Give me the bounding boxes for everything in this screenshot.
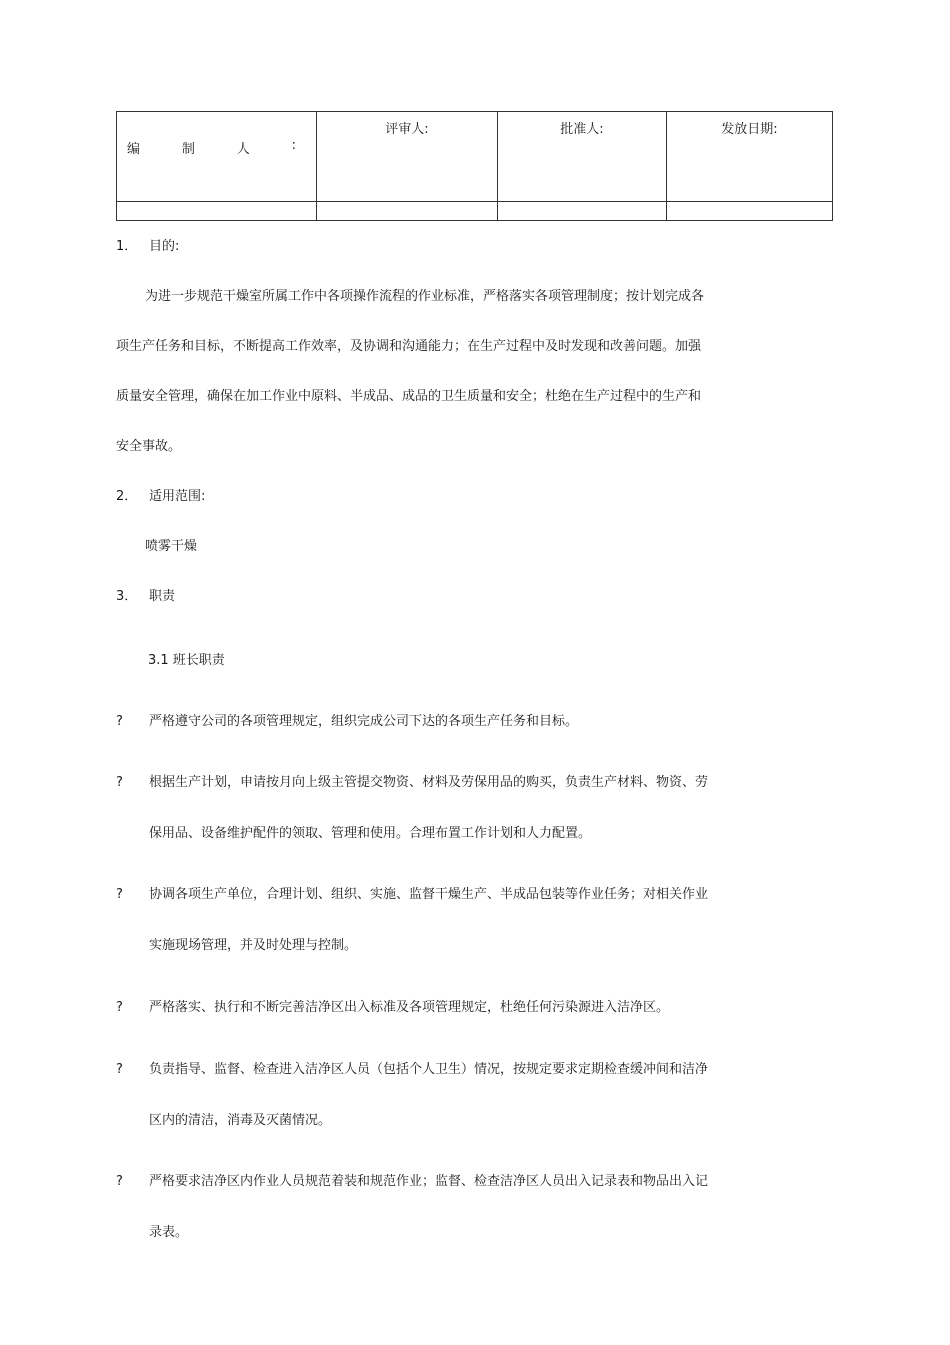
reviewer-value-cell [317, 202, 498, 221]
compiler-value-cell [117, 202, 317, 221]
duty-line: 保用品、设备维护配件的领取、管理和使用。合理布置工作计划和人力配置。 [149, 826, 592, 841]
purpose-line: 项生产任务和目标，不断提高工作效率，及协调和沟通能力；在生产过程中及时发现和改善问题。加强 [116, 339, 702, 354]
duty-line: 严格要求洁净区内作业人员规范着装和规范作业；监督、检查洁净区人员出入记录表和物品出入记 [149, 1174, 709, 1189]
section-3-title: 职责 [149, 589, 176, 604]
compiler-char: 编 [127, 142, 141, 157]
section-3-number: 3． [116, 589, 138, 604]
purpose-line: 质量安全管理，确保在加工作业中原料、半成品、成品的卫生质量和安全；杜绝在生产过程中的生产和 [116, 389, 702, 404]
bullet-marker: ? [116, 1062, 123, 1077]
purpose-line: 安全事故。 [116, 439, 182, 454]
approver-label: 批准人: [560, 122, 604, 137]
compiler-char: 制 [181, 142, 195, 157]
duty-line: 实施现场管理，并及时处理与控制。 [149, 938, 358, 953]
approver-cell [498, 112, 667, 202]
compiler-char: 人 [236, 142, 250, 157]
purpose-line: 为进一步规范干燥室所属工作中各项操作流程的作业标准，严格落实各项管理制度；按计划完成各 [145, 289, 705, 304]
duty-line: 严格遵守公司的各项管理规定，组织完成公司下达的各项生产任务和目标。 [149, 714, 579, 729]
duty-line: 区内的清洁，消毒及灭菌情况。 [149, 1113, 332, 1128]
bullet-marker: ? [116, 775, 123, 790]
bullet-marker: ? [116, 1174, 123, 1189]
issue-date-value-cell [667, 202, 833, 221]
reviewer-cell [317, 112, 498, 202]
bullet-marker: ? [116, 887, 123, 902]
scope-text: 喷雾干燥 [145, 539, 198, 554]
issue-date-label: 发放日期: [721, 122, 778, 137]
section-1-number: 1． [116, 239, 138, 254]
duty-line: 根据生产计划，申请按月向上级主管提交物资、材料及劳保用品的购买，负责生产材料、物资、劳 [149, 775, 709, 790]
bullet-marker: ? [116, 1000, 123, 1015]
approver-value-cell [498, 202, 667, 221]
compiler-char: : [291, 138, 296, 153]
section-1-title: 目的: [149, 239, 180, 254]
bullet-marker: ? [116, 714, 123, 729]
subsection-3-1-title: 3.1 班长职责 [148, 653, 225, 668]
section-2-title: 适用范围: [149, 489, 206, 504]
reviewer-label: 评审人: [385, 122, 429, 137]
duty-line: 严格落实、执行和不断完善洁净区出入标准及各项管理规定，杜绝任何污染源进入洁净区。 [149, 1000, 670, 1015]
issue-date-cell [667, 112, 833, 202]
signoff-table [116, 111, 833, 221]
duty-line: 录表。 [149, 1225, 189, 1240]
duty-line: 协调各项生产单位，合理计划、组织、实施、监督干燥生产、半成品包装等作业任务；对相关作业 [149, 887, 709, 902]
duty-line: 负责指导、监督、检查进入洁净区人员（包括个人卫生）情况，按规定要求定期检查缓冲间和洁净 [149, 1062, 709, 1077]
compiler-cell [117, 112, 317, 202]
section-2-number: 2． [116, 489, 138, 504]
